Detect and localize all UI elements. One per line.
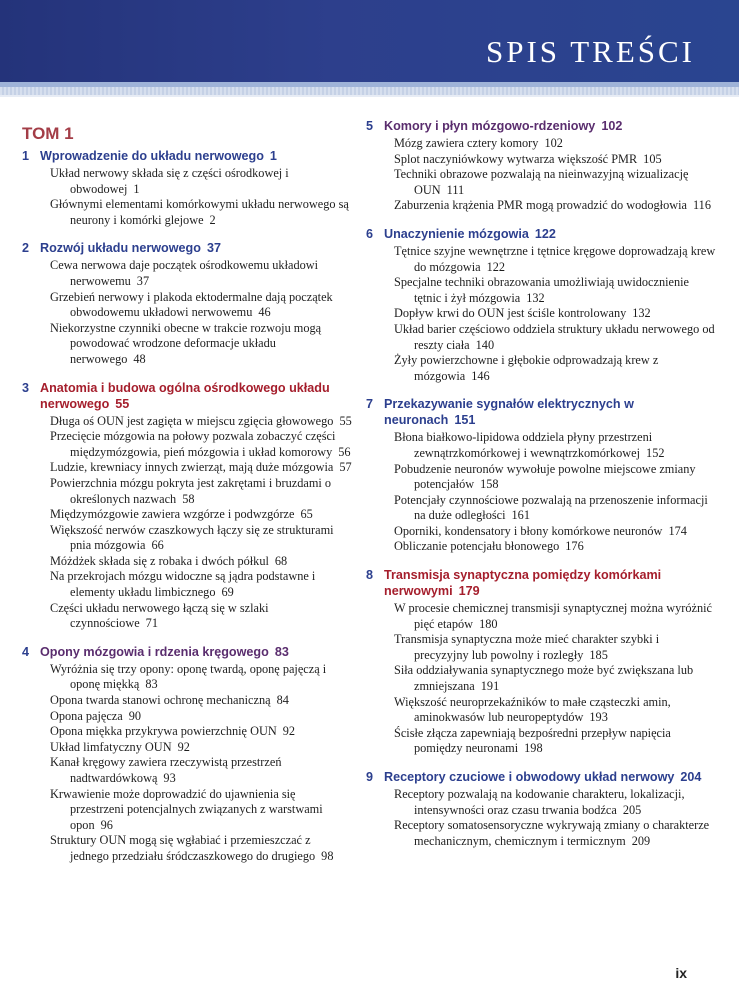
section-title: Kanał kręgowy zawiera rzeczywistą przestrzeń nadtwardówkową: [50, 755, 282, 785]
section-entry: [394, 726, 716, 757]
chapter-heading: [366, 769, 716, 785]
section-title: Splot naczyniówkowy wytwarza większość PMR: [394, 151, 638, 166]
section-entry: [394, 136, 716, 152]
section-list: [22, 662, 352, 865]
section-page: 92: [177, 739, 190, 754]
header-stripe-pattern: [0, 87, 739, 95]
chapter-heading: [22, 148, 352, 164]
section-title: Transmisja synaptyczna może mieć charakter szybki i precyzyjny lub powolny i rozległy: [394, 632, 660, 662]
chapter-title-text: Opony mózgowia i rdzenia kręgowego: [40, 644, 269, 659]
section-page: 37: [136, 273, 150, 288]
chapter-divider: [366, 218, 716, 219]
section-title: Krwawienie może doprowadzić do ujawnienia się przestrzeni potencjalnych związanych z warstwami opon: [50, 786, 323, 832]
section-entry: [394, 539, 716, 555]
section-title: Układ limfatyczny OUN: [50, 739, 172, 754]
section-title: Międzymózgowie zawiera wzgórze i podwzgórze: [50, 507, 295, 522]
section-title: Tętnice szyjne wewnętrzne i tętnice kręgowe doprowadzają krew do mózgowia: [394, 243, 716, 274]
chapter-title: [384, 567, 716, 599]
section-title: Cewa nerwowa daje początek ośrodkowemu układowi nerwowemu: [50, 258, 319, 288]
section-page: 96: [100, 817, 113, 832]
section-entry: [50, 290, 352, 321]
chapter-entry: [366, 226, 716, 389]
chapter-title: [40, 380, 352, 412]
chapter-divider: [366, 388, 716, 389]
chapter-divider: [22, 232, 352, 233]
chapter-entry: [366, 396, 716, 560]
section-entry: [50, 740, 352, 756]
chapter-divider: [22, 869, 352, 870]
section-page: 55: [339, 413, 352, 428]
section-entry: [394, 695, 716, 726]
section-list: [366, 244, 716, 384]
section-list: [366, 430, 716, 555]
section-list: [366, 787, 716, 849]
chapter-heading: [366, 118, 716, 134]
chapter-divider: [366, 559, 716, 560]
section-title: Struktury OUN mogą się wgłabiać i przemieszczać z jednego przedziału śródczaszkowego do drugiego: [50, 833, 316, 863]
section-page: 146: [471, 368, 490, 383]
section-entry: [50, 166, 352, 197]
section-page: 102: [544, 136, 563, 150]
section-entry: [394, 198, 716, 214]
header-band: [0, 0, 739, 82]
section-title: Opona miękka przykrywa powierzchnię OUN: [50, 724, 277, 739]
section-entry: [50, 693, 352, 709]
chapter-page: 55: [115, 396, 130, 411]
chapter-page: 83: [274, 644, 289, 659]
chapter-title: [40, 644, 352, 660]
chapter-divider: [22, 636, 352, 637]
section-page: 98: [321, 848, 334, 863]
section-entry: [394, 663, 716, 694]
section-title: W procesie chemicznej transmisji synaptycznej można wyróżnić pięć etapów: [394, 601, 713, 631]
chapter-entry: [366, 118, 716, 219]
section-title: Móżdżek składa się z robaka i dwóch półkul: [50, 553, 269, 568]
section-page: 58: [182, 491, 195, 506]
section-entry: [394, 306, 716, 322]
section-entry: [50, 724, 352, 740]
section-page: 71: [145, 616, 158, 631]
section-page: 92: [282, 724, 296, 739]
section-title: Techniki obrazowe pozwalają na nieinwazyjną wizualizację OUN: [394, 167, 689, 197]
section-title: Większość neuroprzekaźników to małe cząsteczki amin, aminokwasów lub neuropeptydów: [394, 694, 671, 725]
section-title: Dopływ krwi do OUN jest ściśle kontrolowany: [394, 306, 627, 321]
chapter-divider: [22, 372, 352, 373]
section-entry: [394, 601, 716, 632]
section-title: Potencjały czynnościowe pozwalają na przenoszenie informacji na duże odległości: [394, 492, 708, 523]
chapter-title-text: Receptory czuciowe i obwodowy układ nerwowy: [384, 770, 675, 784]
chapter-page: 37: [206, 241, 221, 256]
section-entry: [50, 258, 352, 289]
chapter-entry: [22, 148, 352, 233]
page-number: ix: [675, 965, 687, 981]
section-entry: [394, 167, 716, 198]
chapter-title: [384, 118, 716, 134]
chapter-title: [384, 226, 716, 242]
section-page: 69: [221, 585, 234, 600]
section-page: 93: [163, 771, 176, 785]
section-entry: [50, 601, 352, 632]
section-page: 161: [511, 508, 530, 523]
chapter-title: [384, 769, 716, 785]
section-page: 158: [480, 477, 499, 492]
chapter-divider: [366, 761, 716, 762]
section-entry: [50, 523, 352, 554]
chapter-entry: [22, 644, 352, 870]
chapter-title-text: Rozwój układu nerwowego: [40, 241, 201, 256]
section-entry: [50, 569, 352, 600]
chapter-page: 204: [680, 770, 702, 784]
section-entry: [394, 818, 716, 849]
section-title: Powierzchnia mózgu pokryta jest zakrętami i bruzdami o określonych nazwach: [50, 475, 332, 506]
section-title: Specjalne techniki obrazowania umożliwiają uwidocznienie tętnic i żył mózgowia: [394, 275, 690, 305]
section-title: Błona białkowo-lipidowa oddziela płyny przestrzeni zewnątrzkomórkowej i wewnątrzkomórkowej: [394, 430, 653, 460]
section-entry: [50, 709, 352, 725]
chapter-divider: [366, 853, 716, 854]
chapter-heading: [22, 240, 352, 256]
section-page: 132: [632, 306, 651, 321]
section-entry: [394, 524, 716, 540]
chapter-title-text: Komory i płyn mózgowo-rdzeniowy: [384, 119, 596, 133]
section-entry: [394, 353, 716, 384]
section-page: 90: [128, 708, 142, 723]
chapter-entry: [366, 769, 716, 854]
section-page: 46: [258, 305, 271, 320]
section-entry: [394, 152, 716, 168]
section-entry: [50, 507, 352, 523]
section-title: Ścisłe złącza zapewniają bezpośredni przepływ napięcia pomiędzy neuronami: [394, 725, 671, 756]
section-title: Grzebień nerwowy i plakoda ektodermalne dają początek obwodowemu układowi nerwowemu: [50, 289, 333, 320]
section-entry: [50, 197, 352, 228]
chapter-number: 6: [366, 226, 374, 241]
toc-right-column: [366, 118, 716, 861]
section-entry: [50, 414, 352, 430]
chapter-title-text: Transmisja synaptyczna pomiędzy komórkami nerwowymi: [384, 568, 662, 599]
section-page: 176: [565, 539, 584, 554]
section-list: [22, 166, 352, 228]
chapter-title-text: Przekazywanie sygnałów elektrycznych w neuronach: [384, 397, 634, 428]
section-page: 84: [276, 693, 289, 708]
section-page: 174: [668, 523, 687, 538]
section-title: Oporniki, kondensatory i błony komórkowe neuronów: [394, 523, 663, 538]
section-title: Większość nerwów czaszkowych łączy się ze strukturami pnia mózgowia: [50, 522, 334, 553]
chapter-number: 2: [22, 241, 30, 256]
section-entry: [394, 787, 716, 818]
section-entry: [394, 632, 716, 663]
section-entry: [50, 787, 352, 834]
chapter-list-right: [366, 118, 716, 854]
section-page: 198: [524, 741, 543, 756]
section-page: 48: [133, 351, 146, 366]
chapter-title-text: Anatomia i budowa ogólna ośrodkowego układu nerwowego: [40, 380, 330, 411]
chapter-heading: [366, 226, 716, 242]
chapter-list-left: [22, 148, 352, 870]
chapter-number: 1: [22, 149, 30, 163]
chapter-number: 3: [22, 380, 30, 395]
section-page: 132: [526, 290, 545, 305]
section-title: Receptory pozwalają na kodowanie charakteru, lokalizacji, intensywności oraz czasu trwania bodźca: [394, 787, 685, 817]
section-entry: [394, 322, 716, 353]
section-list: [366, 136, 716, 214]
chapter-page: 102: [601, 119, 623, 133]
chapter-page: 1: [269, 149, 277, 163]
section-title: Opona twarda stanowi ochronę mechaniczną: [50, 693, 271, 708]
section-page: 1: [133, 181, 140, 196]
section-page: 65: [300, 507, 313, 522]
section-title: Przecięcie mózgowia na połowy pozwala zobaczyć części międzymózgowia, pień mózgowia i układ komorowy: [50, 429, 336, 459]
section-page: 66: [151, 538, 164, 553]
chapter-entry: [366, 567, 716, 762]
section-title: Obliczanie potencjału błonowego: [394, 539, 560, 554]
section-page: 83: [145, 677, 158, 692]
header-stripe-light: [0, 95, 739, 97]
section-entry: [50, 833, 352, 864]
section-page: 105: [643, 151, 662, 166]
chapter-number: 7: [366, 397, 374, 412]
section-title: Siła oddziaływania synaptycznego może być zwiększana lub zmniejszana: [394, 663, 694, 694]
chapter-entry: [22, 240, 352, 372]
section-page: 116: [692, 198, 711, 213]
section-list: [22, 414, 352, 632]
section-entry: [394, 275, 716, 306]
toc-left-column: [22, 118, 352, 877]
chapter-page: 122: [534, 226, 556, 241]
section-page: 152: [646, 445, 665, 460]
section-title: Układ nerwowy składa się z części ośrodkowej i obwodowej: [50, 166, 289, 196]
section-title: Mózg zawiera cztery komory: [394, 136, 539, 150]
chapter-heading: [22, 644, 352, 660]
section-page: 57: [339, 460, 352, 475]
section-entry: [50, 755, 352, 786]
section-entry: [50, 554, 352, 570]
chapter-page: 151: [454, 413, 476, 428]
section-title: Ludzie, krewniacy innych zwierząt, mają duże mózgowia: [50, 460, 334, 475]
section-title: Wyróżnia się trzy opony: oponę twardą, oponę pajęczą i oponę miękką: [50, 661, 327, 692]
chapter-title: [384, 396, 716, 428]
section-page: 122: [486, 259, 506, 274]
section-page: 209: [631, 833, 651, 848]
section-entry: [50, 321, 352, 368]
section-title: Receptory somatosensoryczne wykrywają zmiany o charakterze mechanicznym, chemicznym i termicznym: [394, 818, 710, 848]
section-page: 2: [209, 212, 216, 227]
section-page: 180: [479, 616, 498, 631]
section-entry: [394, 244, 716, 275]
section-page: 205: [622, 802, 642, 817]
section-page: 193: [589, 710, 608, 725]
section-entry: [50, 662, 352, 693]
chapter-title: [40, 148, 352, 164]
section-entry: [50, 476, 352, 507]
chapter-title-text: Unaczynienie mózgowia: [384, 226, 529, 241]
chapter-heading: [366, 396, 716, 428]
chapter-number: 4: [22, 644, 30, 659]
chapter-heading: [366, 567, 716, 599]
section-title: Zaburzenia krążenia PMR mogą prowadzić do wodogłowia: [394, 198, 687, 213]
page-title: SPIS TREŚCI: [485, 34, 695, 69]
section-title: Żyły powierzchowne i głębokie odprowadzają krew z mózgowia: [394, 353, 659, 383]
section-page: 185: [589, 647, 608, 662]
section-entry: [394, 430, 716, 461]
section-page: 68: [274, 553, 288, 568]
chapter-title: [40, 240, 352, 256]
section-title: Pobudzenie neuronów wywołuje powolne miejscowe zmiany potencjałów: [394, 461, 696, 492]
section-list: [366, 601, 716, 757]
chapter-number: 8: [366, 568, 374, 583]
section-entry: [50, 460, 352, 476]
section-title: Niekorzystne czynniki obecne w trakcie rozwoju mogą powodować wrodzone deformacje układu nerwowego: [50, 320, 322, 366]
section-page: 56: [338, 444, 351, 459]
section-page: 191: [480, 679, 500, 694]
section-title: Układ barier częściowo oddziela struktury układu nerwowego od reszty ciała: [394, 321, 715, 352]
chapter-page: 179: [458, 584, 480, 599]
section-page: 111: [446, 182, 465, 197]
section-entry: [394, 493, 716, 524]
volume-label: TOM 1: [22, 124, 74, 143]
chapter-title-text: Wprowadzenie do układu nerwowego: [40, 149, 264, 163]
section-title: Części układu nerwowego łączą się w szlaki czynnościowe: [50, 600, 269, 631]
section-title: Na przekrojach mózgu widoczne są jądra podstawne i elementy układu limbicznego: [50, 569, 316, 600]
section-title: Głównymi elementami komórkowymi układu nerwowego są neurony i komórki glejowe: [50, 197, 349, 227]
section-list: [22, 258, 352, 367]
chapter-number: 5: [366, 119, 374, 133]
section-page: 140: [475, 337, 495, 352]
section-entry: [394, 462, 716, 493]
section-title: Długa oś OUN jest zagięta w miejscu zgięcia głowowego: [50, 413, 334, 428]
chapter-heading: [22, 380, 352, 412]
section-entry: [50, 429, 352, 460]
chapter-entry: [22, 380, 352, 637]
section-title: Opona pajęcza: [50, 708, 123, 723]
chapter-number: 9: [366, 770, 374, 784]
